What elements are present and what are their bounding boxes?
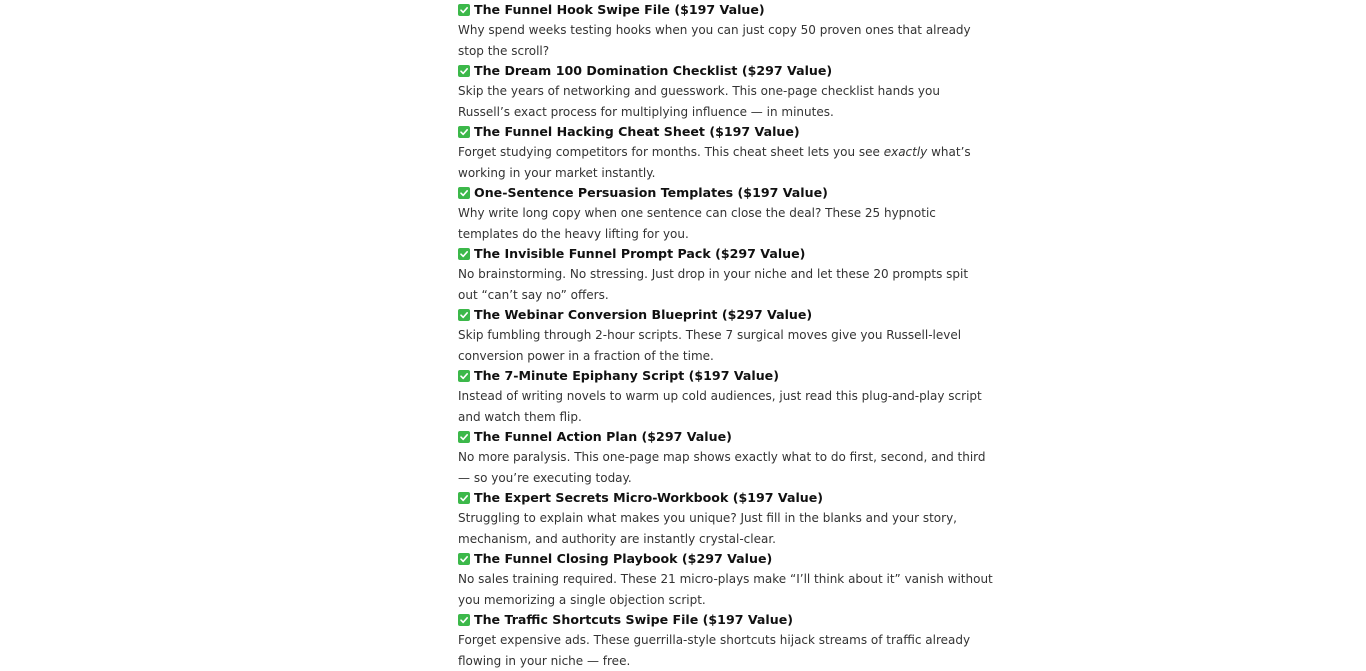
list-item xyxy=(458,244,958,305)
check-icon xyxy=(458,309,470,321)
item-desc-emphasis: exactly xyxy=(884,145,928,159)
item-desc-line: you memorizing a single objection script. xyxy=(458,590,958,611)
item-description xyxy=(458,508,958,549)
item-title-row xyxy=(458,0,958,20)
bonus-list xyxy=(458,0,958,671)
item-description xyxy=(458,20,958,61)
check-icon xyxy=(458,126,470,138)
item-description xyxy=(458,203,958,244)
item-description xyxy=(458,447,958,488)
check-icon xyxy=(458,248,470,260)
check-icon xyxy=(458,187,470,199)
list-item xyxy=(458,122,958,183)
item-title: The Funnel Closing Playbook ($297 Value) xyxy=(474,549,772,569)
item-title-row xyxy=(458,427,958,447)
list-item xyxy=(458,549,958,610)
item-title-row xyxy=(458,183,958,203)
item-desc-line: and watch them flip. xyxy=(458,407,958,428)
item-description xyxy=(458,569,958,610)
item-description xyxy=(458,264,958,305)
item-desc-text: Forget studying competitors for months. This cheat sheet lets you see xyxy=(458,145,884,159)
item-description xyxy=(458,142,958,183)
check-icon xyxy=(458,65,470,77)
item-title: The Invisible Funnel Prompt Pack ($297 Value) xyxy=(474,244,805,264)
check-icon xyxy=(458,614,470,626)
item-desc-line: No brainstorming. No stressing. Just drop in your niche and let these 20 prompts spit xyxy=(458,264,958,285)
item-desc-line: stop the scroll? xyxy=(458,41,958,62)
list-item xyxy=(458,0,958,61)
item-desc-line: Forget expensive ads. These guerrilla-style shortcuts hijack streams of traffic already xyxy=(458,630,958,651)
list-item xyxy=(458,183,958,244)
item-desc-line: templates do the heavy lifting for you. xyxy=(458,224,958,245)
check-icon xyxy=(458,492,470,504)
item-title: The Funnel Hacking Cheat Sheet ($197 Value) xyxy=(474,122,800,142)
check-icon xyxy=(458,370,470,382)
item-title: The Traffic Shortcuts Swipe File ($197 Value) xyxy=(474,610,793,630)
item-desc-line: flowing in your niche — free. xyxy=(458,651,958,671)
item-desc-line: Why spend weeks testing hooks when you can just copy 50 proven ones that already xyxy=(458,20,958,41)
item-desc-line: — so you’re executing today. xyxy=(458,468,958,489)
item-description xyxy=(458,325,958,366)
item-desc-line: out “can’t say no” offers. xyxy=(458,285,958,306)
item-title: The Funnel Action Plan ($297 Value) xyxy=(474,427,732,447)
item-desc-line: Struggling to explain what makes you unique? Just fill in the blanks and your story, xyxy=(458,508,958,529)
item-title-row xyxy=(458,61,958,81)
list-item xyxy=(458,366,958,427)
item-desc-line: Instead of writing novels to warm up cold audiences, just read this plug-and-play script xyxy=(458,386,958,407)
list-item xyxy=(458,610,958,671)
item-title: The Dream 100 Domination Checklist ($297 Value) xyxy=(474,61,832,81)
list-item xyxy=(458,305,958,366)
item-desc-line: No sales training required. These 21 micro-plays make “I’ll think about it” vanish without xyxy=(458,569,958,590)
item-desc-line: Skip the years of networking and guesswork. This one-page checklist hands you xyxy=(458,81,958,102)
item-desc-line: working in your market instantly. xyxy=(458,163,958,184)
check-icon xyxy=(458,553,470,565)
item-title: The Expert Secrets Micro-Workbook ($197 Value) xyxy=(474,488,823,508)
item-title-row xyxy=(458,549,958,569)
list-item xyxy=(458,61,958,122)
item-description xyxy=(458,630,958,671)
item-title-row xyxy=(458,488,958,508)
item-title-row xyxy=(458,122,958,142)
item-desc-line: Why write long copy when one sentence can close the deal? These 25 hypnotic xyxy=(458,203,958,224)
item-desc-text: what’s xyxy=(927,145,970,159)
item-title-row xyxy=(458,610,958,630)
list-item xyxy=(458,427,958,488)
item-title: One-Sentence Persuasion Templates ($197 Value) xyxy=(474,183,828,203)
item-title-row xyxy=(458,305,958,325)
list-item xyxy=(458,488,958,549)
item-title-row xyxy=(458,244,958,264)
item-title: The Funnel Hook Swipe File ($197 Value) xyxy=(474,0,765,20)
item-title-row xyxy=(458,366,958,386)
item-desc-line: conversion power in a fraction of the time. xyxy=(458,346,958,367)
item-desc-line: No more paralysis. This one-page map shows exactly what to do first, second, and third xyxy=(458,447,958,468)
item-desc-line xyxy=(458,142,958,163)
item-description xyxy=(458,386,958,427)
item-desc-line: mechanism, and authority are instantly crystal-clear. xyxy=(458,529,958,550)
item-title: The 7-Minute Epiphany Script ($197 Value) xyxy=(474,366,779,386)
item-desc-line: Skip fumbling through 2-hour scripts. These 7 surgical moves give you Russell-level xyxy=(458,325,958,346)
item-description xyxy=(458,81,958,122)
check-icon xyxy=(458,431,470,443)
item-title: The Webinar Conversion Blueprint ($297 Value) xyxy=(474,305,812,325)
item-desc-line: Russell’s exact process for multiplying influence — in minutes. xyxy=(458,102,958,123)
check-icon xyxy=(458,4,470,16)
